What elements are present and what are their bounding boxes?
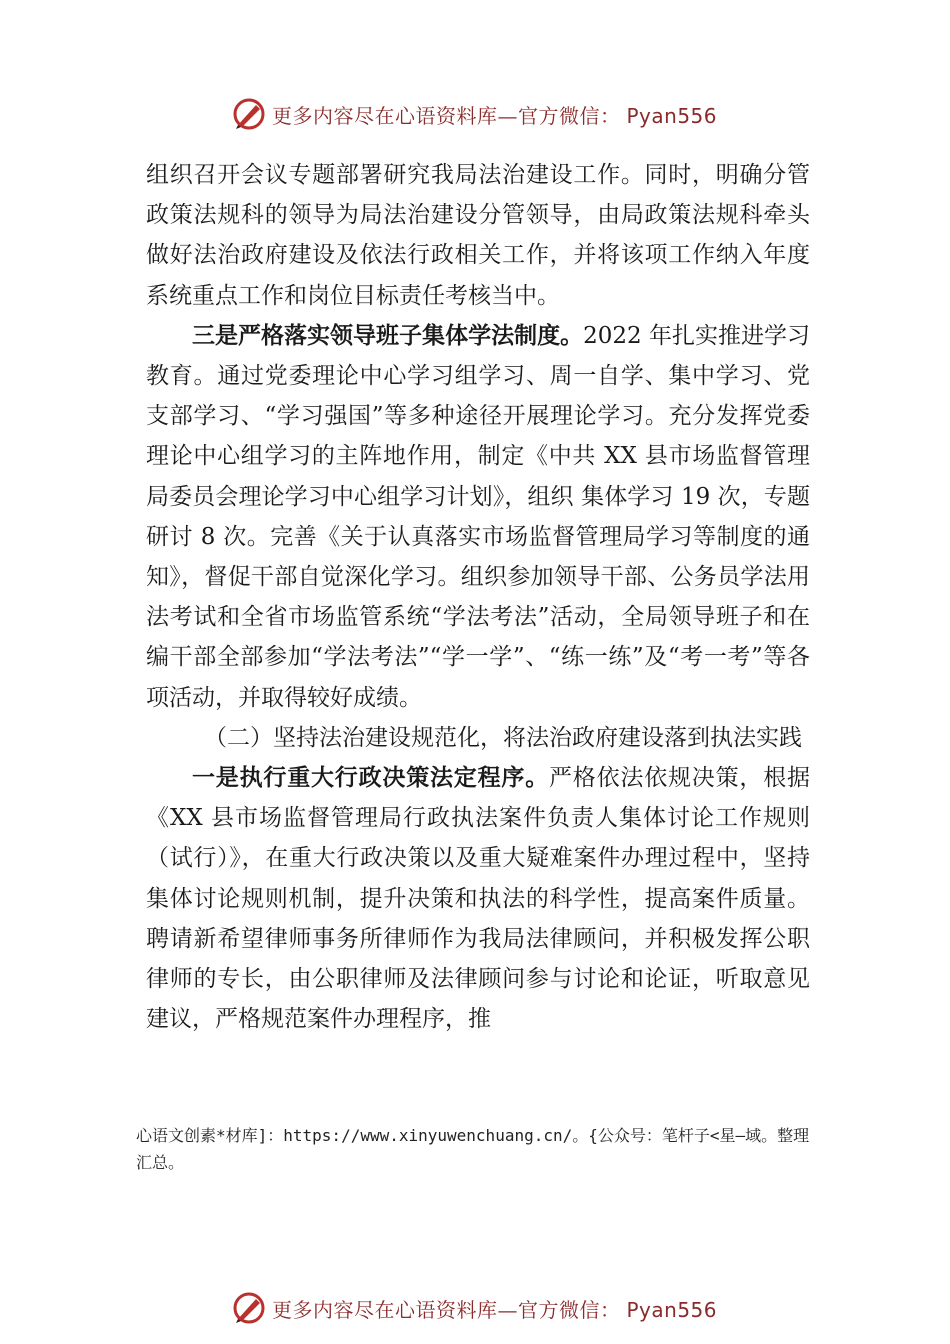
pen-logo-icon xyxy=(232,1291,266,1325)
paragraph-3-text: 严格依法依规决策，根据《XX 县市场监督管理局行政执法案件负责人集体讨论工作规则（试行）》，在重大行政决策以及重大疑难案件办理过程中，坚持集体讨论规则机制，提升决策和执法的科学性，提高案件质量。聘请新希望律师事务所律师作为我局法律顾问，并积极发挥公职律师的专长，由公职律师及法律顾问参与讨论和论证，听取意见建议，严格规范案件办理程序，推 xyxy=(146,765,811,1033)
banner-brand: 更多内容尽在心语资料库 xyxy=(272,1297,498,1322)
paragraph-1: 组织召开会议专题部署研究我局法治建设工作。同时，明确分管政策法规科的领导为局法治建设分管领导，由局政策法规科牵头做好法治政府建设及依法行政相关工作，并将该项工作纳入年度系统重点工作和岗位目标责任考核当中。 xyxy=(146,162,810,309)
document-body xyxy=(146,155,810,1039)
header-banner xyxy=(232,96,717,132)
banner-wechat-label: 官方微信： xyxy=(518,103,621,128)
paragraph-2-heading: 三是严格落实领导班子集体学法制度。 xyxy=(192,321,584,349)
paragraph-2-text: 2022 年扎实推进学习教育。通过党委理论中心学习组学习、周一自学、集中学习、党支部学习、“学习强国”等多种途径开展理论学习。充分发挥党委理论中心组学习的主阵地作用，制定《中共 XX 县市场监督管理局委员会理论学习中心组学习计划》，组织 集体学习 19 次，专题研讨 8 次。完善《关于认真落实市场监督管理局学习等制度的通知》，督促干部自觉深化学习。组织参加领导干部、公务员学法用法考试和全省市场监管系统“学法考法”活动，全局领导班子和在编干部全部参加“学法考法”“学一学”、“练一练”及“考一考”等各项活动，并取得较好成绩。 xyxy=(146,322,810,711)
paragraph-3-heading: 一是执行重大行政决策法定程序。 xyxy=(192,764,549,792)
footnote: 心语文创素*材库]：https://www.xinyuwenchuang.cn/。{公众号：笔杆子<星—域。整理汇总。 xyxy=(136,1126,810,1172)
footer-banner xyxy=(232,1290,717,1326)
banner-text xyxy=(272,1294,717,1323)
banner-wechat-id: Pyan556 xyxy=(626,103,718,128)
pen-logo-icon xyxy=(232,97,266,131)
banner-separator: — xyxy=(497,1297,518,1322)
banner-wechat-id: Pyan556 xyxy=(626,1297,718,1322)
banner-text xyxy=(272,100,717,129)
banner-wechat-label: 官方微信： xyxy=(518,1297,621,1322)
section-heading: （二）坚持法治建设规范化，将法治政府建设落到执法实践 xyxy=(204,724,802,751)
banner-brand: 更多内容尽在心语资料库 xyxy=(272,103,498,128)
paragraph-2 xyxy=(146,316,810,718)
paragraph-3 xyxy=(146,758,810,1039)
banner-separator: — xyxy=(497,103,518,128)
